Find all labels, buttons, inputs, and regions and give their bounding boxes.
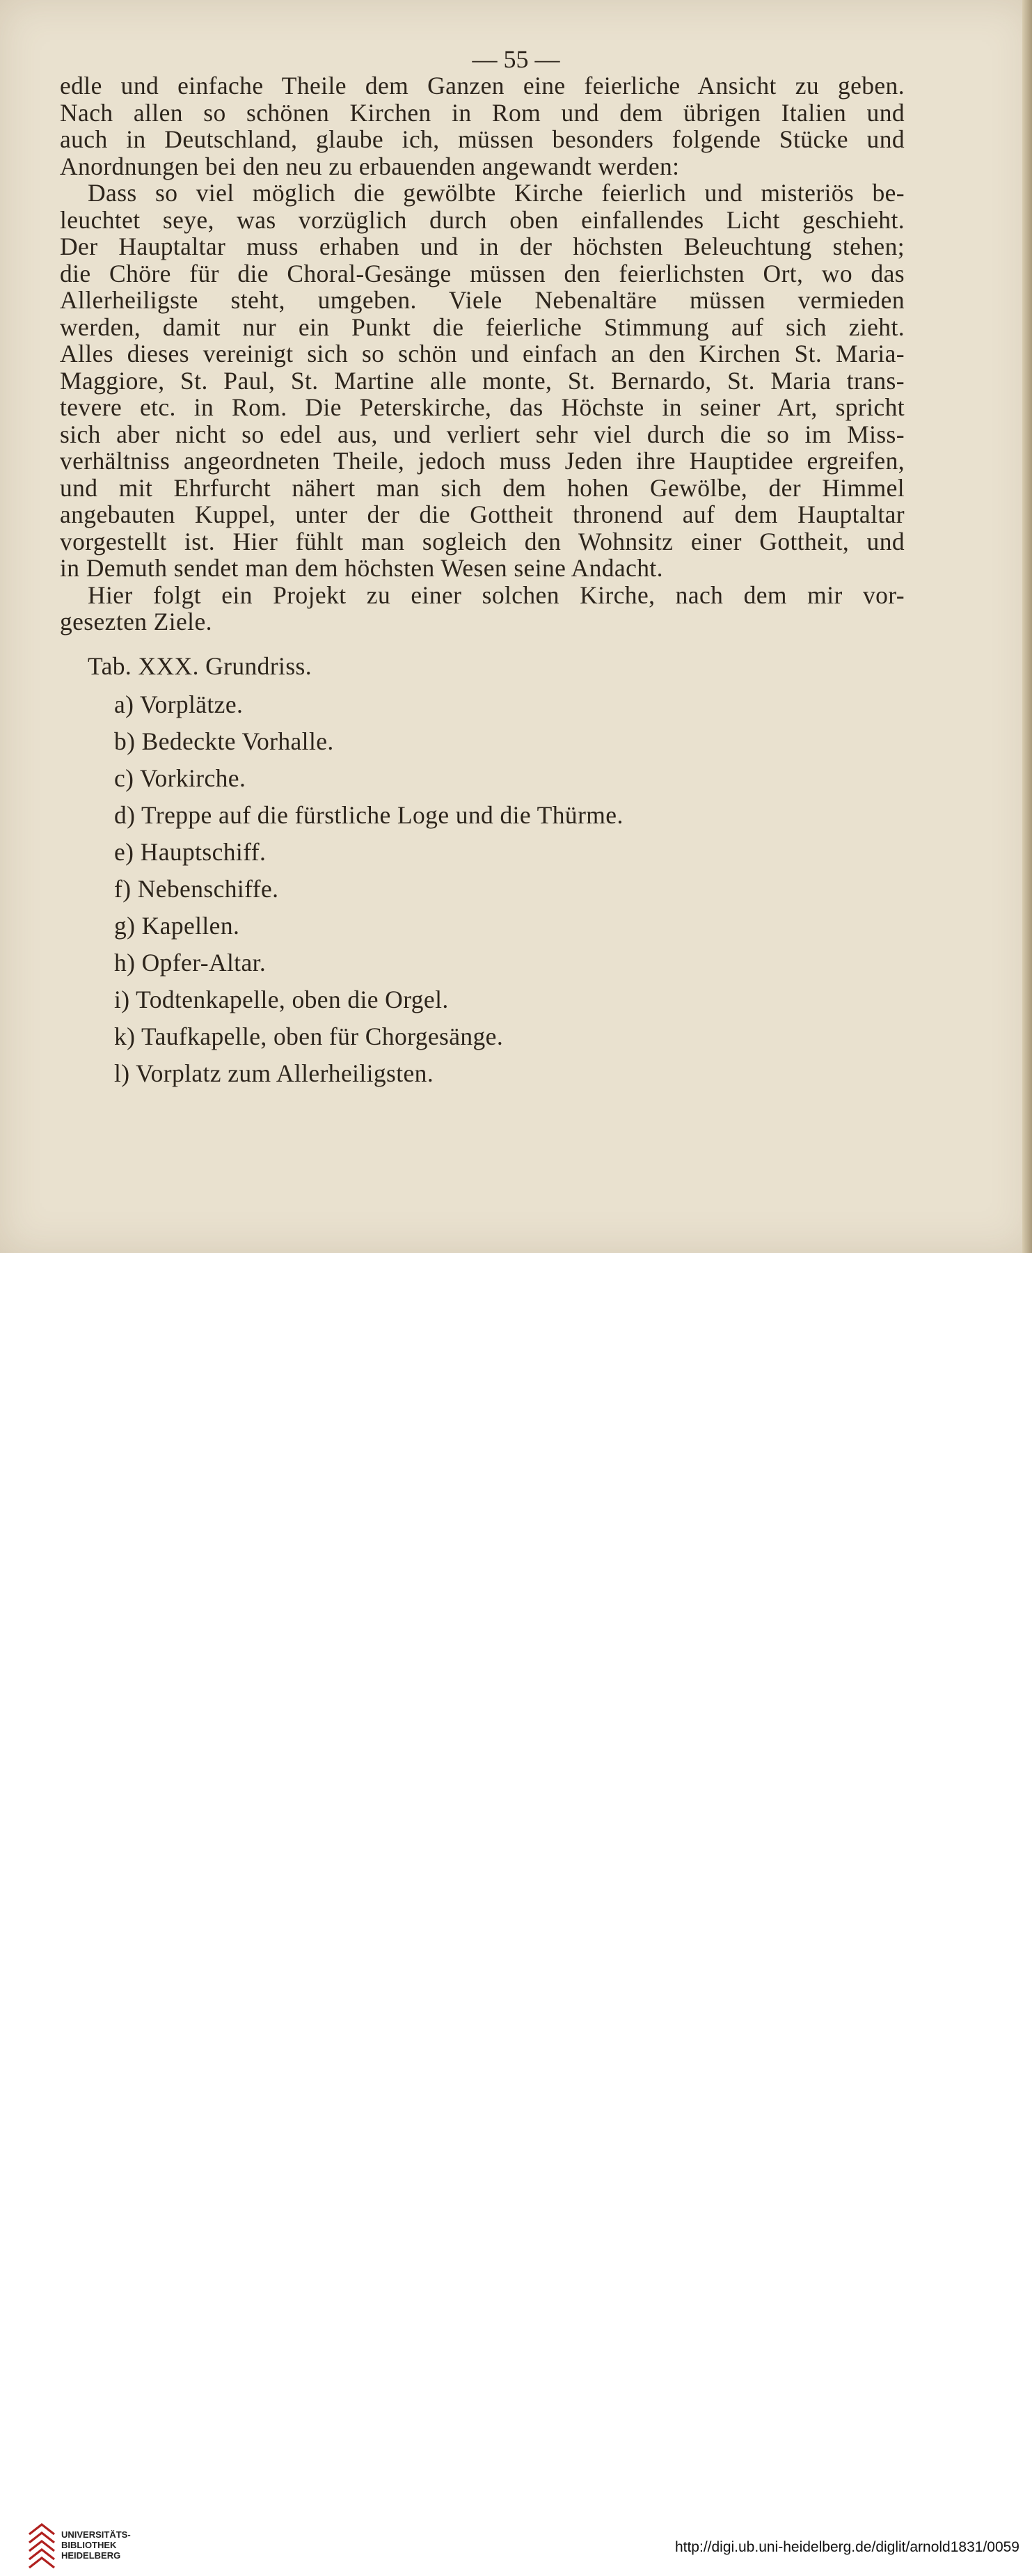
- legend-item: h) Opfer-Altar.: [114, 949, 267, 977]
- source-url-link[interactable]: http://digi.ub.uni-heidelberg.de/diglit/arnold1831/0059: [674, 2539, 1019, 2555]
- text-line: Der Hauptaltar muss erhaben und in der höchsten Beleuchtung stehen;: [60, 232, 905, 260]
- text-line: die Chöre für die Choral-Gesänge müssen den feierlichsten Ort, wo das: [60, 260, 905, 287]
- legend-item: f) Nebenschiffe.: [114, 875, 279, 903]
- text-line: Dass so viel möglich die gewölbte Kirche feierlich und misteriös be-: [88, 179, 905, 207]
- legend-item: g) Kapellen.: [114, 912, 240, 940]
- legend-item: a) Vorplätze.: [114, 690, 244, 718]
- text-line: angebauten Kuppel, unter der die Gottheit thronend auf dem Hauptaltar: [60, 500, 905, 528]
- legend-item: c) Vorkirche.: [114, 764, 246, 792]
- text-line: werden, damit nur ein Punkt die feierliche Stimmung auf sich zieht.: [60, 313, 905, 341]
- text-line: Allerheiligste steht, umgeben. Viele Nebenaltäre müssen vermieden: [60, 286, 905, 314]
- library-logo-icon: [26, 2522, 57, 2576]
- page-number: — 55 —: [472, 45, 560, 73]
- text-line: edle und einfache Theile dem Ganzen eine feierliche Ansicht zu geben.: [60, 72, 905, 100]
- text-line: sich aber nicht so edel aus, und verliert sehr viel durch die so im Miss-: [60, 420, 905, 448]
- library-name-line: BIBLIOTHEK: [61, 2540, 117, 2550]
- text-line: vorgestellt ist. Hier fühlt man sogleich den Wohnsitz einer Gottheit, und: [60, 528, 905, 555]
- legend-item: l) Vorplatz zum Allerheiligsten.: [114, 1059, 434, 1087]
- plate-heading: Tab. XXX. Grundriss.: [88, 652, 312, 680]
- text-line: Anordnungen bei den neu zu erbauenden angewandt werden:: [60, 152, 680, 180]
- text-line: auch in Deutschland, glaube ich, müssen besonders folgende Stücke und: [60, 125, 905, 153]
- text-line: und mit Ehrfurcht nähert man sich dem hohen Gewölbe, der Himmel: [60, 474, 905, 502]
- legend-item: k) Taufkapelle, oben für Chorgesänge.: [114, 1022, 504, 1050]
- legend-item: i) Todtenkapelle, oben die Orgel.: [114, 986, 449, 1013]
- digitization-footer: [0, 1253, 1032, 2561]
- page-edge: [1022, 0, 1032, 1253]
- text-line: Hier folgt ein Projekt zu einer solchen Kirche, nach dem mir vor-: [88, 581, 905, 609]
- text-line: leuchtet seye, was vorzüglich durch oben einfallendes Licht geschieht.: [60, 206, 905, 234]
- text-line: gesezten Ziele.: [60, 608, 212, 635]
- legend-item: d) Treppe auf die fürstliche Loge und die Thürme.: [114, 801, 624, 829]
- text-line: Nach allen so schönen Kirchen in Rom und dem übrigen Italien und: [60, 99, 905, 127]
- text-line: in Demuth sendet man dem höchsten Wesen seine Andacht.: [60, 554, 663, 582]
- text-line: verhältniss angeordneten Theile, jedoch muss Jeden ihre Hauptidee ergreifen,: [60, 447, 905, 475]
- book-page: [0, 0, 1032, 1253]
- text-line: Alles dieses vereinigt sich so schön und einfach an den Kirchen St. Maria-: [60, 340, 905, 368]
- text-line: Maggiore, St. Paul, St. Martine alle monte, St. Bernardo, St. Maria trans-: [60, 367, 905, 395]
- library-name-line: UNIVERSITÄTS-: [61, 2529, 131, 2540]
- legend-item: e) Hauptschiff.: [114, 838, 267, 866]
- text-line: tevere etc. in Rom. Die Peterskirche, das Höchste in seiner Art, spricht: [60, 393, 905, 421]
- library-name: [61, 2529, 131, 2561]
- library-name-line: HEIDELBERG: [61, 2550, 121, 2561]
- legend-item: b) Bedeckte Vorhalle.: [114, 727, 334, 755]
